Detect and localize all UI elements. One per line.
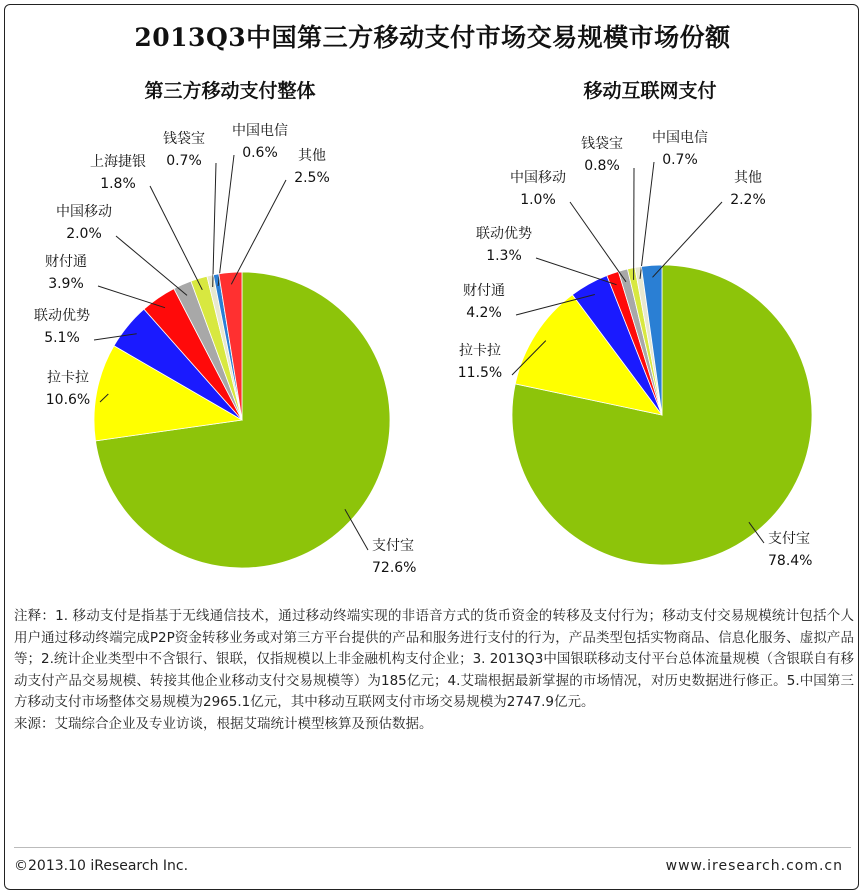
left-slice-value-3: 3.9% [48, 276, 84, 292]
left-slice-value-0: 72.6% [372, 560, 417, 576]
right-slice-label-2: 财付通 [463, 283, 505, 299]
left-leader-line-3 [98, 286, 165, 308]
right-leader-line-4 [570, 202, 626, 282]
copyright: ©2013.10 iResearch Inc. [14, 858, 189, 874]
left-slice-label-6: 钱袋宝 [163, 131, 205, 147]
right-slice-label-6: 中国电信 [652, 130, 708, 146]
left-slice-value-1: 10.6% [45, 392, 91, 408]
right-slice-label-5: 钱袋宝 [581, 136, 623, 152]
left-slice-value-6: 0.7% [166, 153, 202, 169]
right-leader-line-3 [536, 258, 617, 285]
left-slice-value-4: 2.0% [66, 226, 102, 242]
left-slice-value-8: 2.5% [294, 170, 330, 186]
left-pie [34, 122, 416, 576]
left-slice-value-2: 5.1% [44, 330, 80, 346]
right-pie [458, 129, 813, 569]
left-leader-line-6 [213, 163, 216, 287]
right-slice-label-3: 联动优势 [476, 226, 532, 242]
left-slice-label-1: 拉卡拉 [47, 370, 89, 386]
left-slice-label-8: 其他 [298, 148, 326, 164]
left-slice-label-3: 财付通 [45, 254, 87, 270]
right-chart-title: 移动互联网支付 [583, 80, 717, 102]
right-leader-line-7 [653, 202, 723, 277]
left-leader-line-8 [231, 180, 286, 284]
left-leader-line-4 [116, 236, 187, 295]
right-slice-value-1: 11.5% [457, 365, 503, 381]
chart-title: 2013Q3中国第三方移动支付市场交易规模市场份额 [134, 23, 731, 52]
right-slice-label-4: 中国移动 [510, 170, 566, 186]
notes-block [14, 606, 854, 735]
right-slice-label-1: 拉卡拉 [459, 343, 501, 359]
right-slice-value-6: 0.7% [662, 152, 698, 168]
footer-divider [14, 847, 851, 848]
left-leader-line-0 [345, 509, 368, 550]
right-slice-value-4: 1.0% [520, 192, 556, 208]
right-slice-value-2: 4.2% [466, 305, 502, 321]
left-slice-label-5: 上海捷银 [90, 154, 146, 170]
right-slice-value-3: 1.3% [486, 248, 522, 264]
source-text: 来源：艾瑞综合企业及专业访谈，根据艾瑞统计模型核算及预估数据。 [14, 715, 433, 732]
left-chart-title: 第三方移动支付整体 [144, 80, 316, 102]
right-slice-label-0: 支付宝 [768, 531, 810, 547]
right-leader-line-6 [640, 162, 654, 279]
website: www.iresearch.com.cn [665, 858, 843, 874]
notes-text: 注释：1. 移动支付是指基于无线通信技术，通过移动终端实现的非语音方式的货币资金的转移及支付行为；移动支付交易规模统计包括个人用户通过移动终端完成P2P资金转移业务或对第三方平台提供的产品和服务进行支付的行为，产品类型包括实物商品、信息化服务、虚拟产品等；2.统计企业类型中不含银行、银联，仅指规模以上非金融机构支付企业；3. 2013Q3中国银联移动支付平台总体流量规模（含银联自有移动支付产品交易规模、转接其他企业移动支付交易规模等）为185亿元；4.艾瑞根据最新掌握的市场情况，对历史数据进行修正。5.中国第三方移动支付市场整体交易规模为2965.1亿元，其中移动互联网支付市场交易规模为2747.9亿元。 [14, 608, 854, 710]
right-slice-value-0: 78.4% [768, 553, 813, 569]
right-slice-label-7: 其他 [734, 170, 762, 186]
left-slice-value-7: 0.6% [242, 145, 278, 161]
left-slice-label-4: 中国移动 [56, 204, 112, 220]
left-slice-label-2: 联动优势 [34, 308, 90, 324]
right-slice-value-7: 2.2% [730, 192, 766, 208]
left-slice-value-5: 1.8% [100, 176, 136, 192]
left-leader-line-5 [150, 186, 202, 290]
left-leader-line-7 [218, 155, 234, 286]
left-slice-label-7: 中国电信 [232, 123, 288, 139]
right-slice-value-5: 0.8% [584, 158, 620, 174]
left-slice-label-0: 支付宝 [372, 538, 414, 554]
